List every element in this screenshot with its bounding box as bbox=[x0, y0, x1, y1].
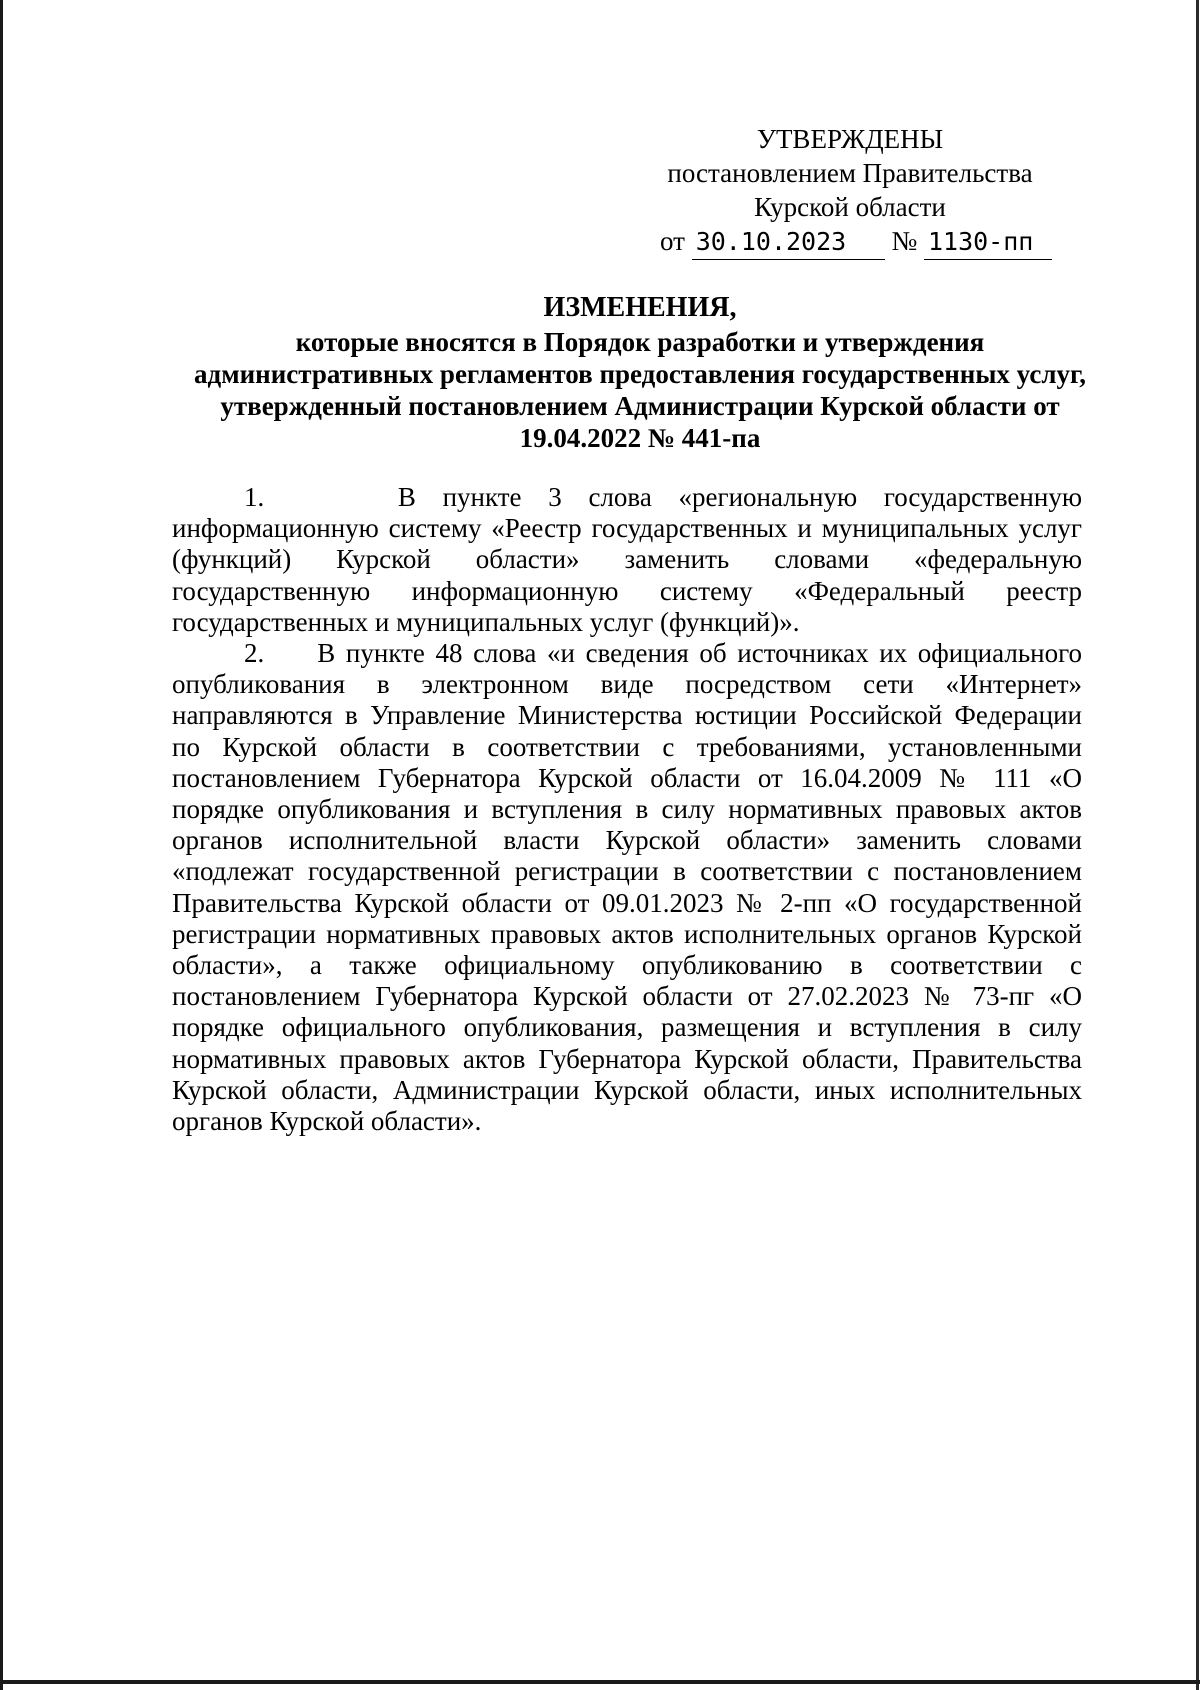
approval-line-2: Курской области bbox=[754, 192, 946, 222]
approval-number: 1130-пп bbox=[924, 225, 1052, 260]
approval-date-line bbox=[640, 224, 1060, 260]
approval-stamp bbox=[640, 122, 1060, 260]
title-main: ИЗМЕНЕНИЯ, bbox=[543, 292, 737, 323]
scan-edge-left bbox=[0, 0, 3, 1690]
number-prefix: № bbox=[891, 226, 918, 256]
approval-date: 30.10.2023 bbox=[692, 225, 885, 260]
item-1: 1. В пункте 3 слова «региональную государственную информационную систему «Реестр государственных и муниципальных услуг (функций) Курской области» заменить словами «федеральную государственную информационную систему «Федеральный реестр государственных и муниципальных услуг (функций)». bbox=[172, 482, 1082, 637]
scan-edge-right bbox=[1196, 0, 1199, 1690]
date-prefix: от bbox=[660, 226, 685, 256]
scan-edge-bottom bbox=[0, 1680, 1200, 1684]
approval-heading: УТВЕРЖДЕНЫ bbox=[756, 124, 944, 154]
item-2: 2. В пункте 48 слова «и сведения об источниках их официального опубликования в электронном виде посредством сети «Интернет» направляются в Управление Министерства юстиции Российской Федерации по Курской области в соответствии с требованиями, установленными постановлением Губернатора Курской области от 16.04.2009 № 111 «О порядке опубликования и вступления в силу нормативных правовых актов органов исполнительной власти Курской области» заменить словами «подлежат государственной регистрации в соответствии с постановлением Правительства Курской области от 09.01.2023 № 2-пп «О государственной регистрации нормативных правовых актов исполнительных органов Курской области», а также официальному опубликованию в соответствии с постановлением Губернатора Курской области от 27.02.2023 № 73-пг «О порядке официального опубликования, размещения и вступления в силу нормативных правовых актов Губернатора Курской области, Правительства Курской области, Администрации Курской области, иных исполнительных органов Курской области». bbox=[172, 638, 1082, 1137]
document-title bbox=[190, 292, 1090, 454]
title-subtitle: которые вносятся в Порядок разработки и утверждения административных регламентов предоставления государственных услуг, утвержденный постановлением Администрации Курской области от 19.04.2022 № 441-па bbox=[194, 327, 1086, 453]
document-body bbox=[172, 482, 1082, 1137]
approval-line-1: постановлением Правительства bbox=[667, 158, 1033, 188]
